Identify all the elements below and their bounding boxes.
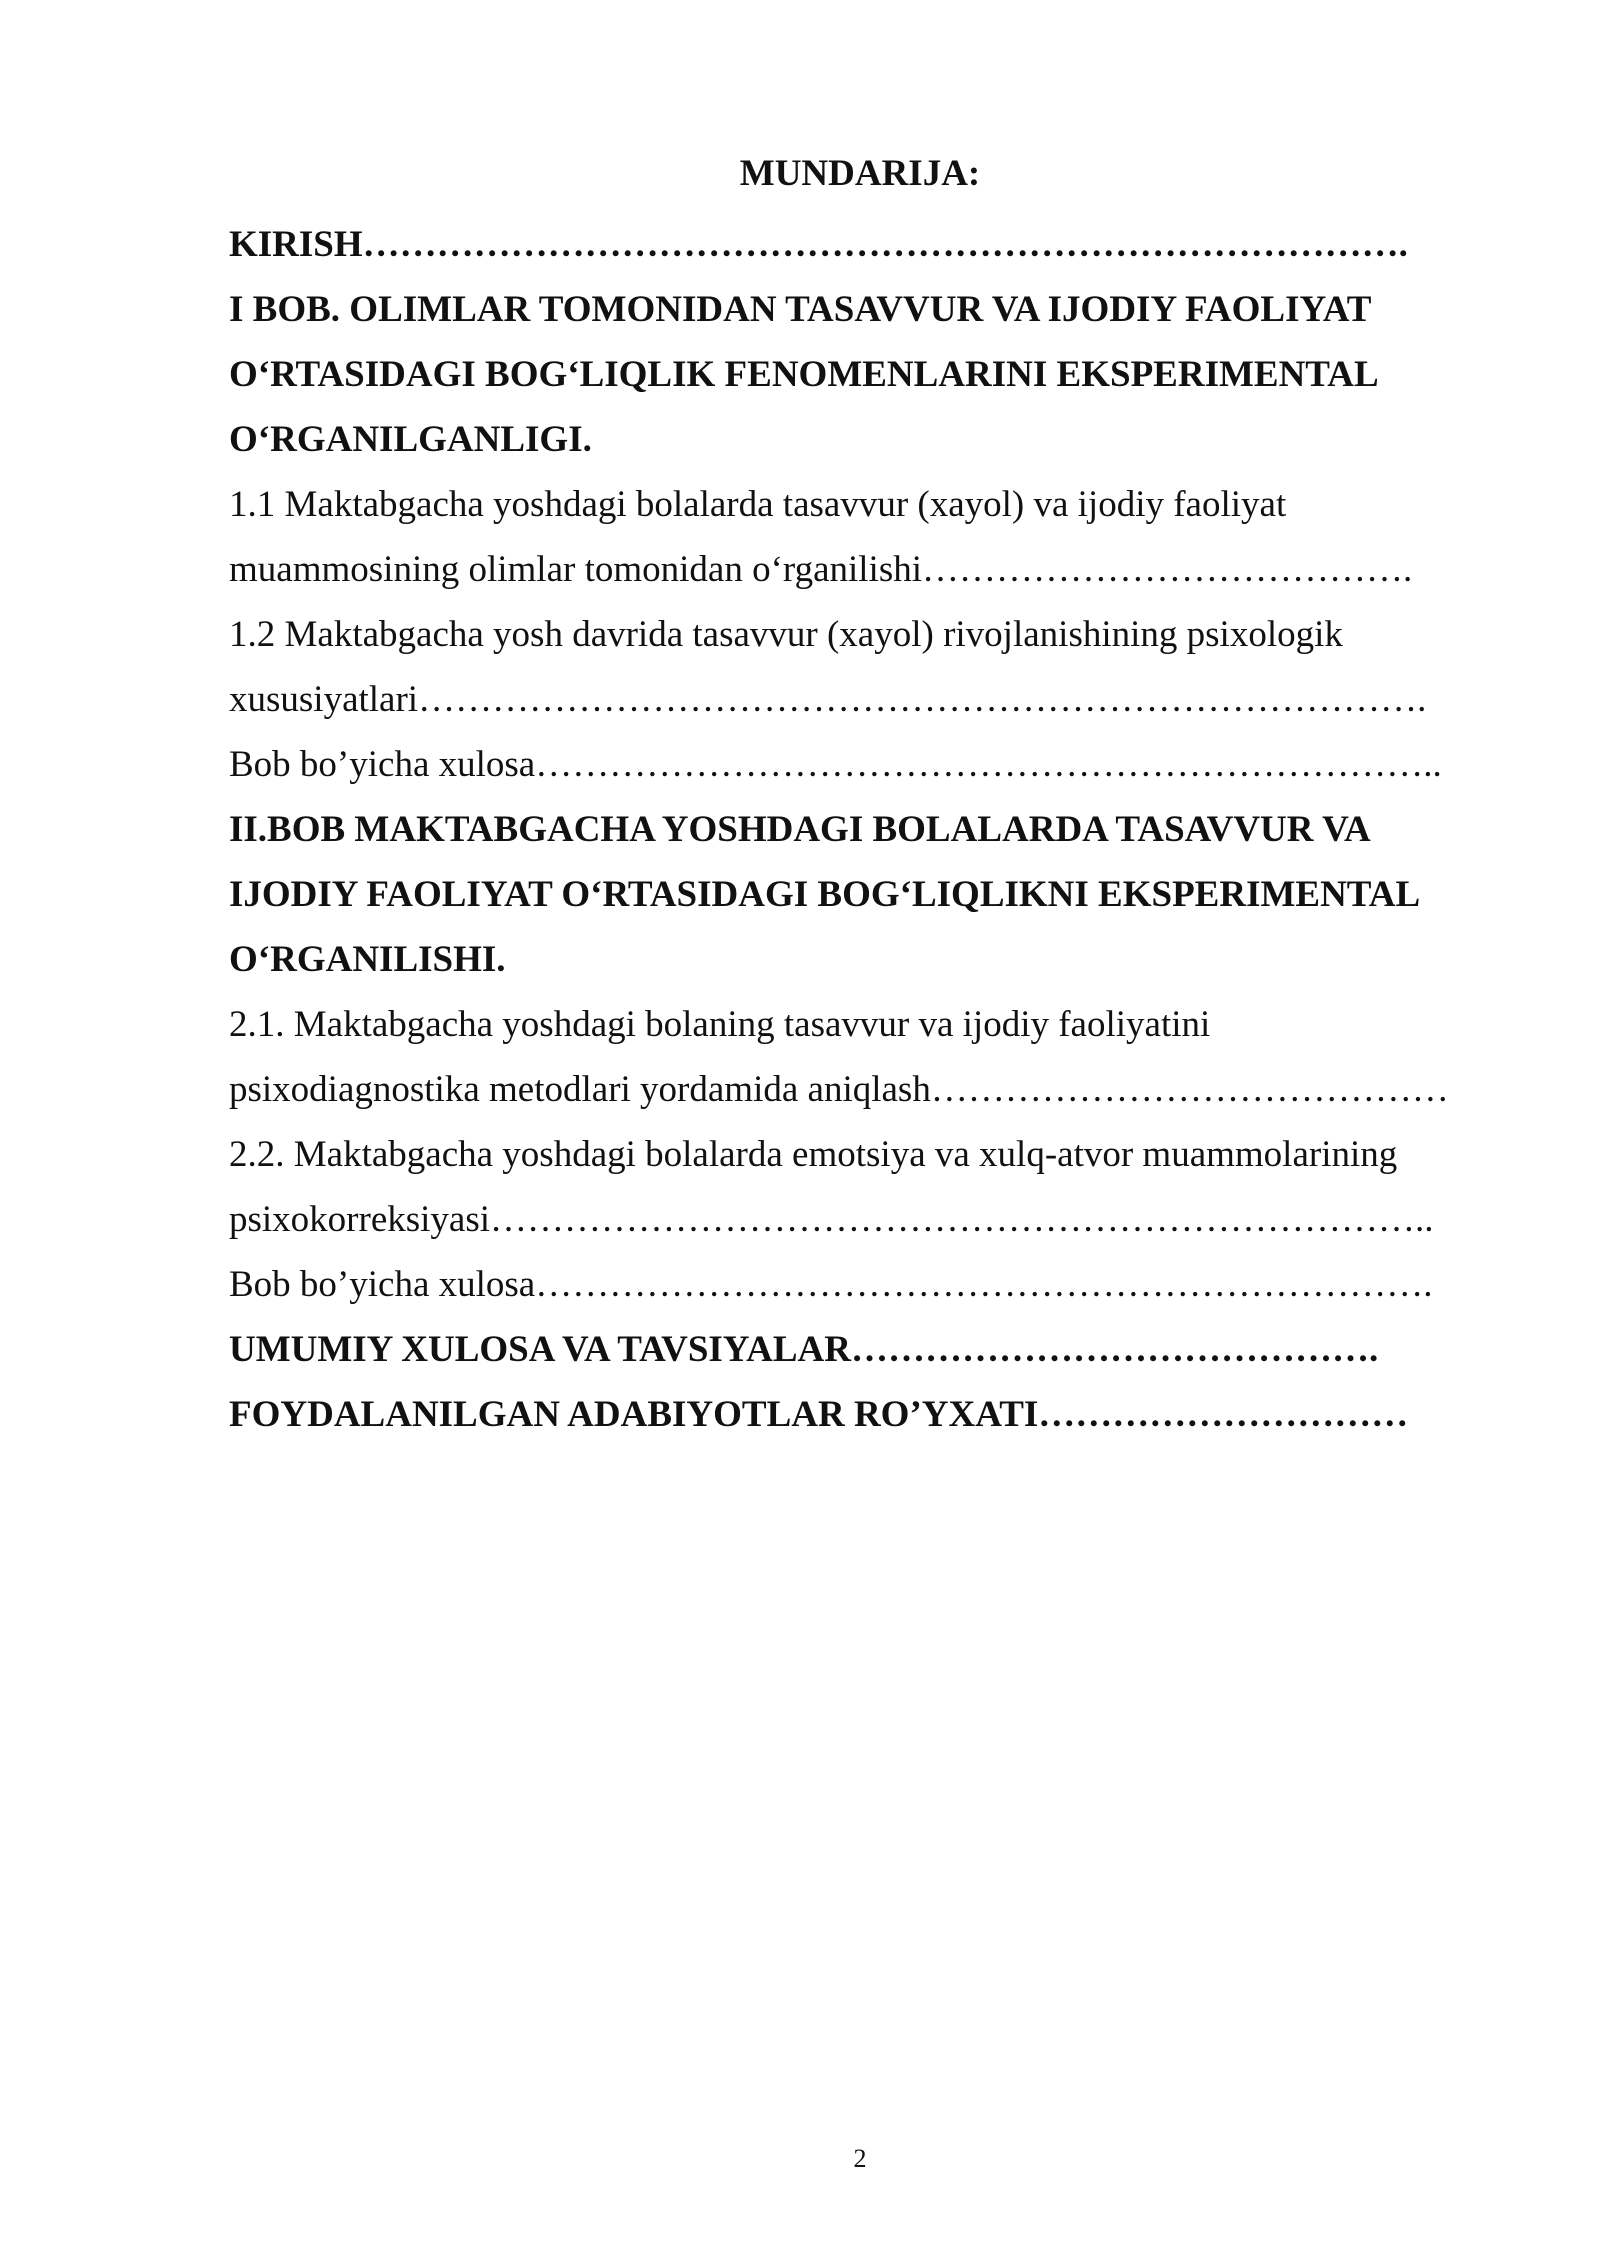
toc-line-chapter-1-title: I BOB. OLIMLAR TOMONIDAN TASAVVUR VA IJODIY FAOLIYAT: [229, 289, 1372, 330]
toc-line-section-1-2: 1.2 Maktabgacha yosh davrida tasavvur (xayol) rivojlanishining psixologik: [229, 614, 1343, 655]
toc-line-references: FOYDALANILGAN ADABIYOTLAR RO’YXATI…………………………: [229, 1394, 1409, 1435]
toc-line-section-1-1-cont: muammosining olimlar tomonidan o‘rganilishi………………………………….: [229, 549, 1413, 590]
toc-line-chapter-2-title-cont: IJODIY FAOLIYAT O‘RTASIDAGI BOG‘LIQLIKNI EKSPERIMENTAL: [229, 874, 1421, 915]
toc-line-chapter-2-title-end: O‘RGANILISHI.: [229, 939, 506, 980]
toc-line-section-2-1: 2.1. Maktabgacha yoshdagi bolaning tasavvur va ijodiy faoliyatini: [229, 1004, 1211, 1045]
page-number: 2: [853, 2144, 867, 2173]
toc-line-chapter-1-conclusion: Bob bo’yicha xulosa………………………………………………………………..: [229, 744, 1442, 785]
toc-line-section-1-2-cont: xususiyatlari……………………………………………………………………….: [229, 679, 1427, 720]
toc-line-chapter-2-conclusion: Bob bo’yicha xulosa……………………………………………………………….: [229, 1264, 1433, 1305]
toc-line-general-conclusion: UMUMIY XULOSA VA TAVSIYALAR…………………………………….: [229, 1329, 1379, 1370]
toc-line-chapter-1-title-end: O‘RGANILGANLIGI.: [229, 419, 592, 460]
toc-line-intro: KIRISH………………………………………………………………………….: [229, 224, 1408, 265]
toc-line-section-2-2: 2.2. Maktabgacha yoshdagi bolalarda emotsiya va xulq-atvor muammolarining: [229, 1134, 1398, 1175]
toc-line-section-1-1: 1.1 Maktabgacha yoshdagi bolalarda tasavvur (xayol) va ijodiy faoliyat: [229, 484, 1287, 525]
toc-line-chapter-2-title: II.BOB MAKTABGACHA YOSHDAGI BOLALARDA TASAVVUR VA: [229, 809, 1371, 850]
table-of-contents: [229, 212, 1479, 1447]
toc-line-section-2-1-cont: psixodiagnostika metodlari yordamida aniqlash……………………………………: [229, 1069, 1449, 1110]
toc-line-chapter-1-title-cont: O‘RTASIDAGI BOG‘LIQLIK FENOMENLARINI EKSPERIMENTAL: [229, 354, 1379, 395]
page-title: MUNDARIJA:: [739, 153, 981, 194]
toc-line-section-2-2-cont: psixokorreksiyasi…………………………………………………………………..: [229, 1199, 1434, 1240]
